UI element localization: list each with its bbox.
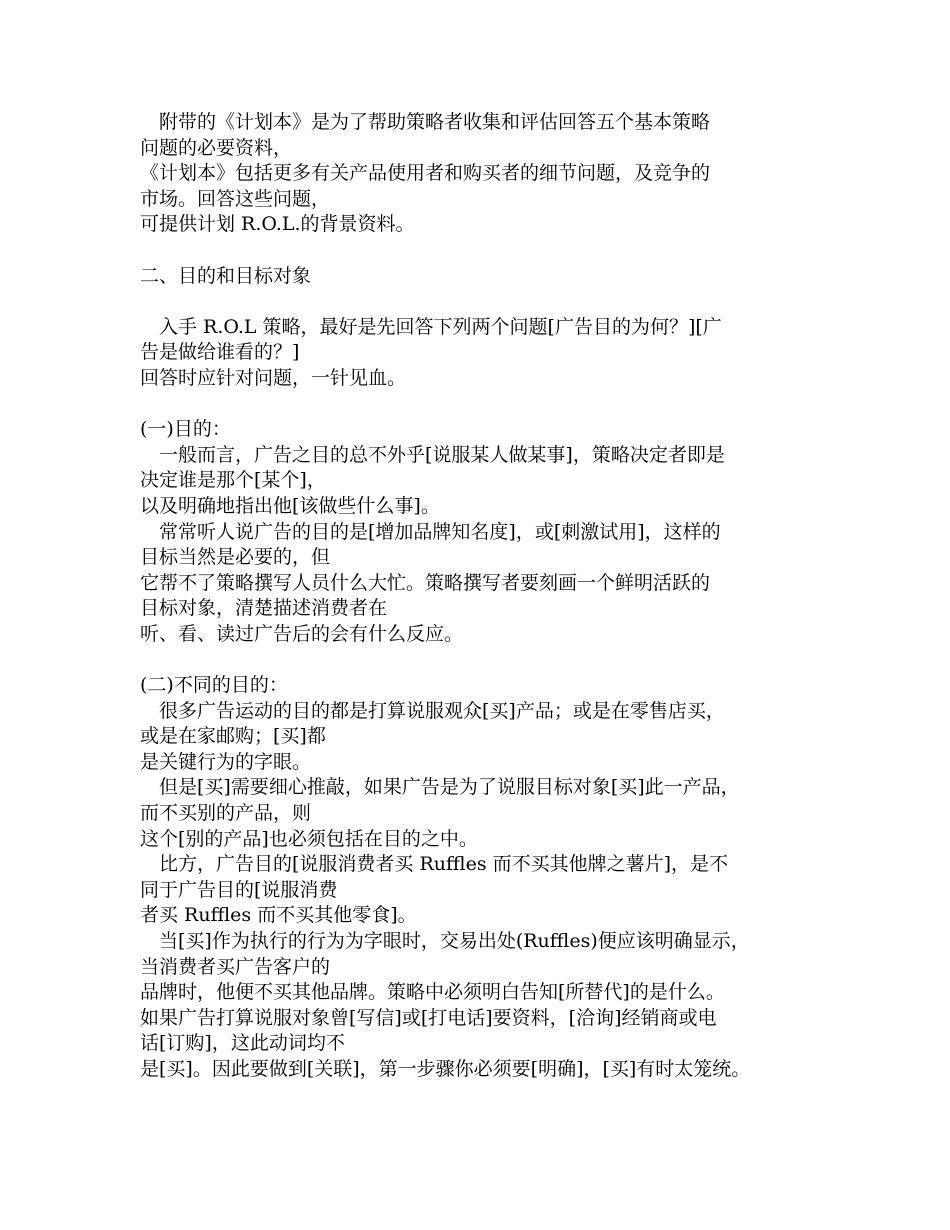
blank-line [140, 238, 830, 264]
text-line: 当[买]作为执行的行为为字眼时，交易出处(Ruffles)便应该明确显示， [140, 930, 750, 952]
text-line: 但是[买]需要细心推敲，如果广告是为了说服目标对象[买]此一产品， [140, 776, 740, 799]
text-line: 回答时应针对问题，一针见血。 [140, 366, 407, 389]
text-line: 决定谁是那个[某个]， [140, 469, 326, 492]
blank-line [140, 392, 830, 418]
blank-line [140, 289, 830, 315]
text-line: 是[买]。因此要做到[关联]，第一步骤你必须要[明确]，[买]有时太笼统。 [140, 1057, 751, 1080]
text-line: 入手 R.O.L 策略，最好是先回答下列两个问题[广告目的为何？][广 [140, 315, 722, 338]
document-body [140, 110, 830, 1083]
text-line: 问题的必要资料， [140, 136, 293, 159]
text-line: 同于广告目的[说服消费 [140, 878, 338, 901]
section-heading: 二、目的和目标对象 [140, 264, 312, 287]
text-line: 而不买别的产品，则 [140, 802, 312, 825]
text-line: 话[订购]，这此动词均不 [140, 1032, 345, 1055]
text-line: 品牌时，他便不买其他品牌。策略中必须明白告知[所替代]的是什么。 [140, 981, 725, 1004]
text-line: 一般而言，广告之目的总不外乎[说服某人做某事]，策略决定者即是 [140, 443, 725, 466]
text-line: 这个[别的产品]也必须包括在目的之中。 [140, 827, 478, 850]
text-line: 附带的《计划本》是为了帮助策略者收集和评估回答五个基本策略 [140, 111, 711, 133]
text-line: 目标当然是必要的，但 [140, 546, 331, 569]
text-line: 或是在家邮购；[买]都 [140, 725, 326, 748]
text-line: 比方，广告目的[说服消费者买 Ruffles 而不买其他牌之薯片]，是不 [140, 853, 729, 876]
text-line: 可提供计划 R.O.L.的背景资料。 [140, 213, 415, 236]
text-line: 如果广告打算说服对象曾[写信]或[打电话]要资料，[洽询]经销商或电 [140, 1006, 717, 1029]
text-line: 是关键行为的字眼。 [140, 750, 312, 773]
text-line: 当消费者买广告客户的 [140, 955, 331, 978]
blank-line [140, 647, 830, 673]
text-line: 《计划本》包括更多有关产品使用者和购买者的细节问题，及竞争的 [140, 162, 711, 185]
text-line: 听、看、读过广告后的会有什么反应。 [140, 622, 464, 645]
text-line: 目标对象，清楚描述消费者在 [140, 597, 388, 620]
text-line: 常常听人说广告的目的是[增加品牌知名度]，或[刺激试用]，这样的 [140, 520, 721, 543]
text-line: 者买 Ruffles 而不买其他零食]。 [140, 904, 417, 927]
text-line: 告是做给谁看的？] [140, 341, 300, 364]
text-line: 市场。回答这些问题， [140, 187, 331, 210]
text-line: 以及明确地指出他[该做些什么事]。 [140, 494, 440, 517]
subsection-heading: (二)不同的目的： [140, 674, 288, 697]
text-line: 它帮不了策略撰写人员什么大忙。策略撰写者要刻画一个鲜明活跃的 [140, 571, 711, 594]
subsection-heading: (一)目的： [140, 418, 231, 441]
text-line: 很多广告运动的目的都是打算说服观众[买]产品；或是在零售店买， [140, 699, 725, 722]
